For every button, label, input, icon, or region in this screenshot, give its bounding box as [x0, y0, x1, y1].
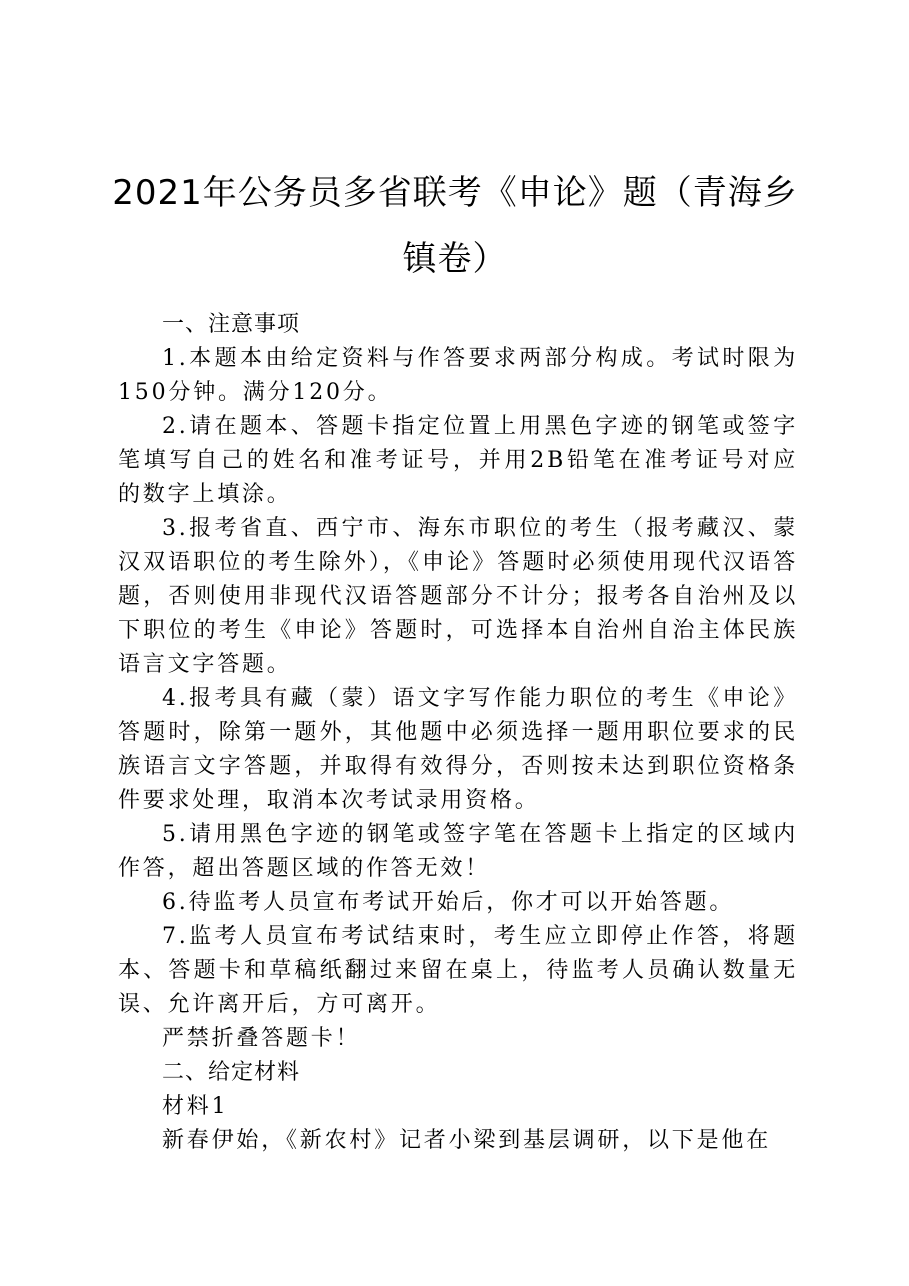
- section-heading-notes: 一、注意事项: [162, 312, 301, 337]
- note-item-3: 3.报考省直、西宁市、海东市职位的考生（报考藏汉、蒙汉双语职位的考生除外），《申论》答题时必须使用现代汉语答题，否则使用非现代汉语答题部分不计分；报考各自治州及以下职位的考生《申论》答题时，可选择本自治州自治主体民族语言文字答题。: [118, 516, 798, 677]
- note-item-2: 2.请在题本、答题卡指定位置上用黑色字迹的钢笔或签字笔填写自己的姓名和准考证号，并用2B铅笔在准考证号对应的数字上填涂。: [118, 414, 798, 507]
- note-item-4: 4.报考具有藏（蒙）语文字写作能力职位的考生《申论》答题时，除第一题外，其他题中必须选择一题用职位要求的民族语言文字答题，并取得有效得分，否则按未达到职位资格条件要求处理，取消本次考试录用资格。: [118, 686, 798, 813]
- document-body: [118, 308, 798, 1158]
- material-1-text: 新春伊始，《新农村》记者小梁到基层调研，以下是他在: [162, 1128, 772, 1153]
- note-item-5: 5.请用黑色字迹的钢笔或签字笔在答题卡上指定的区域内作答，超出答题区域的作答无效！: [118, 822, 798, 881]
- section-heading-materials: 二、给定材料: [162, 1060, 301, 1085]
- material-1-label: 材料1: [162, 1094, 229, 1119]
- note-item-6: 6.待监考人员宣布考试开始后，你才可以开始答题。: [162, 890, 735, 915]
- note-item-1: 1.本题本由给定资料与作答要求两部分构成。考试时限为150分钟。满分120分。: [118, 346, 798, 405]
- warning-text: 严禁折叠答题卡！: [162, 1026, 361, 1051]
- document-title: 2021年公务员多省联考《申论》题（青海乡镇卷）: [112, 173, 798, 279]
- note-item-7: 7.监考人员宣布考试结束时，考生应立即停止作答，将题本、答题卡和草稿纸翻过来留在桌上，待监考人员确认数量无误、允许离开后，方可离开。: [118, 924, 798, 1017]
